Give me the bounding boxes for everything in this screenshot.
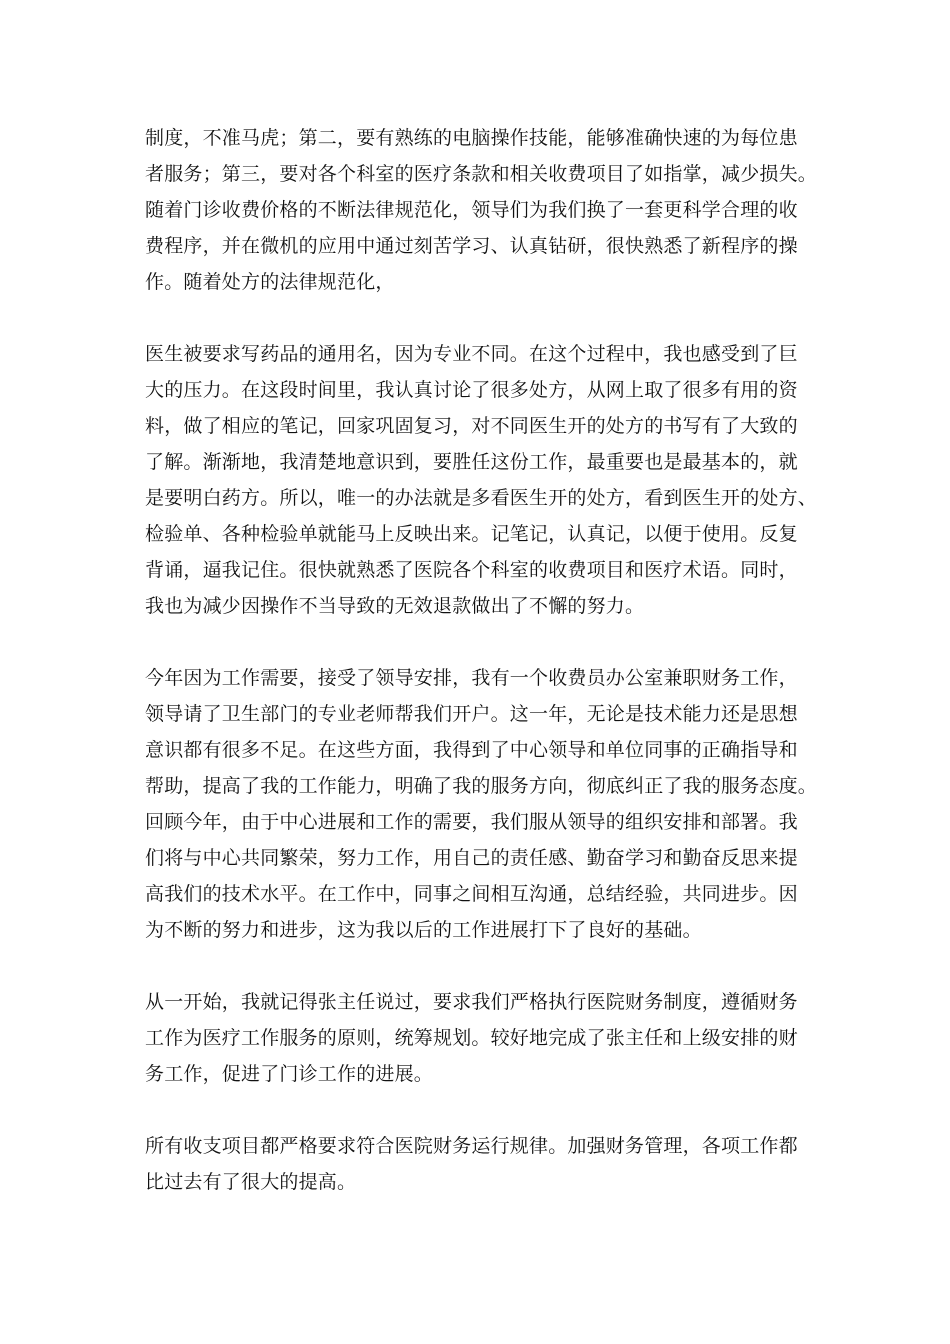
text-line: 制度，不准马虎；第二，要有熟练的电脑操作技能，能够准确快速的为每位患 [145, 127, 798, 149]
text-line: 检验单、各种检验单就能马上反映出来。记笔记，认真记，以便于使用。反复 [145, 523, 798, 545]
text-line: 比过去有了很大的提高。 [145, 1171, 357, 1193]
text-line: 费程序，并在微机的应用中通过刻苦学习、认真钻研，很快熟悉了新程序的操 [145, 235, 798, 257]
text-line: 领导请了卫生部门的专业老师帮我们开户。这一年，无论是技术能力还是思想 [145, 703, 798, 725]
paragraph-5 [145, 1128, 815, 1200]
text-line: 随着门诊收费价格的不断法律规范化，领导们为我们换了一套更科学合理的收 [145, 199, 798, 221]
text-line: 们将与中心共同繁荣，努力工作，用自己的责任感、勤奋学习和勤奋反思来提 [145, 847, 798, 869]
paragraph-1 [145, 120, 818, 300]
text-line: 工作为医疗工作服务的原则，统筹规划。较好地完成了张主任和上级安排的财 [145, 1027, 798, 1049]
paragraph-3 [145, 660, 818, 948]
text-line: 是要明白药方。所以，唯一的办法就是多看医生开的处方，看到医生开的处方、 [145, 487, 818, 509]
text-line: 所有收支项目都严格要求符合医院财务运行规律。加强财务管理，各项工作都 [145, 1135, 798, 1157]
text-line: 背诵，逼我记住。很快就熟悉了医院各个科室的收费项目和医疗术语。同时， [145, 559, 798, 581]
text-line: 料，做了相应的笔记，回家巩固复习，对不同医生开的处方的书写有了大致的 [145, 415, 798, 437]
text-line: 了解。渐渐地，我清楚地意识到，要胜任这份工作，最重要也是最基本的，就 [145, 451, 798, 473]
text-line: 从一开始，我就记得张主任说过，要求我们严格执行医院财务制度，遵循财务 [145, 991, 798, 1013]
text-line: 务工作，促进了门诊工作的进展。 [145, 1063, 434, 1085]
text-line: 回顾今年，由于中心进展和工作的需要，我们服从领导的组织安排和部署。我 [145, 811, 798, 833]
text-line: 作。随着处方的法律规范化， [145, 271, 395, 293]
text-line: 大的压力。在这段时间里，我认真讨论了很多处方，从网上取了很多有用的资 [145, 379, 798, 401]
document-body [145, 120, 818, 1236]
text-line: 我也为减少因操作不当导致的无效退款做出了不懈的努力。 [145, 595, 645, 617]
text-line: 医生被要求写药品的通用名，因为专业不同。在这个过程中，我也感受到了巨 [145, 343, 798, 365]
text-line: 高我们的技术水平。在工作中，同事之间相互沟通，总结经验，共同进步。因 [145, 883, 798, 905]
text-line: 者服务；第三，要对各个科室的医疗条款和相关收费项目了如指掌，减少损失。 [145, 163, 818, 185]
text-line: 帮助，提高了我的工作能力，明确了我的服务方向，彻底纠正了我的服务态度。 [145, 775, 818, 797]
paragraph-4 [145, 984, 815, 1092]
paragraph-2 [145, 336, 818, 624]
text-line: 意识都有很多不足。在这些方面，我得到了中心领导和单位同事的正确指导和 [145, 739, 798, 761]
text-line: 为不断的努力和进步，这为我以后的工作进展打下了良好的基础。 [145, 919, 702, 941]
text-line: 今年因为工作需要，接受了领导安排，我有一个收费员办公室兼职财务工作， [145, 667, 798, 689]
